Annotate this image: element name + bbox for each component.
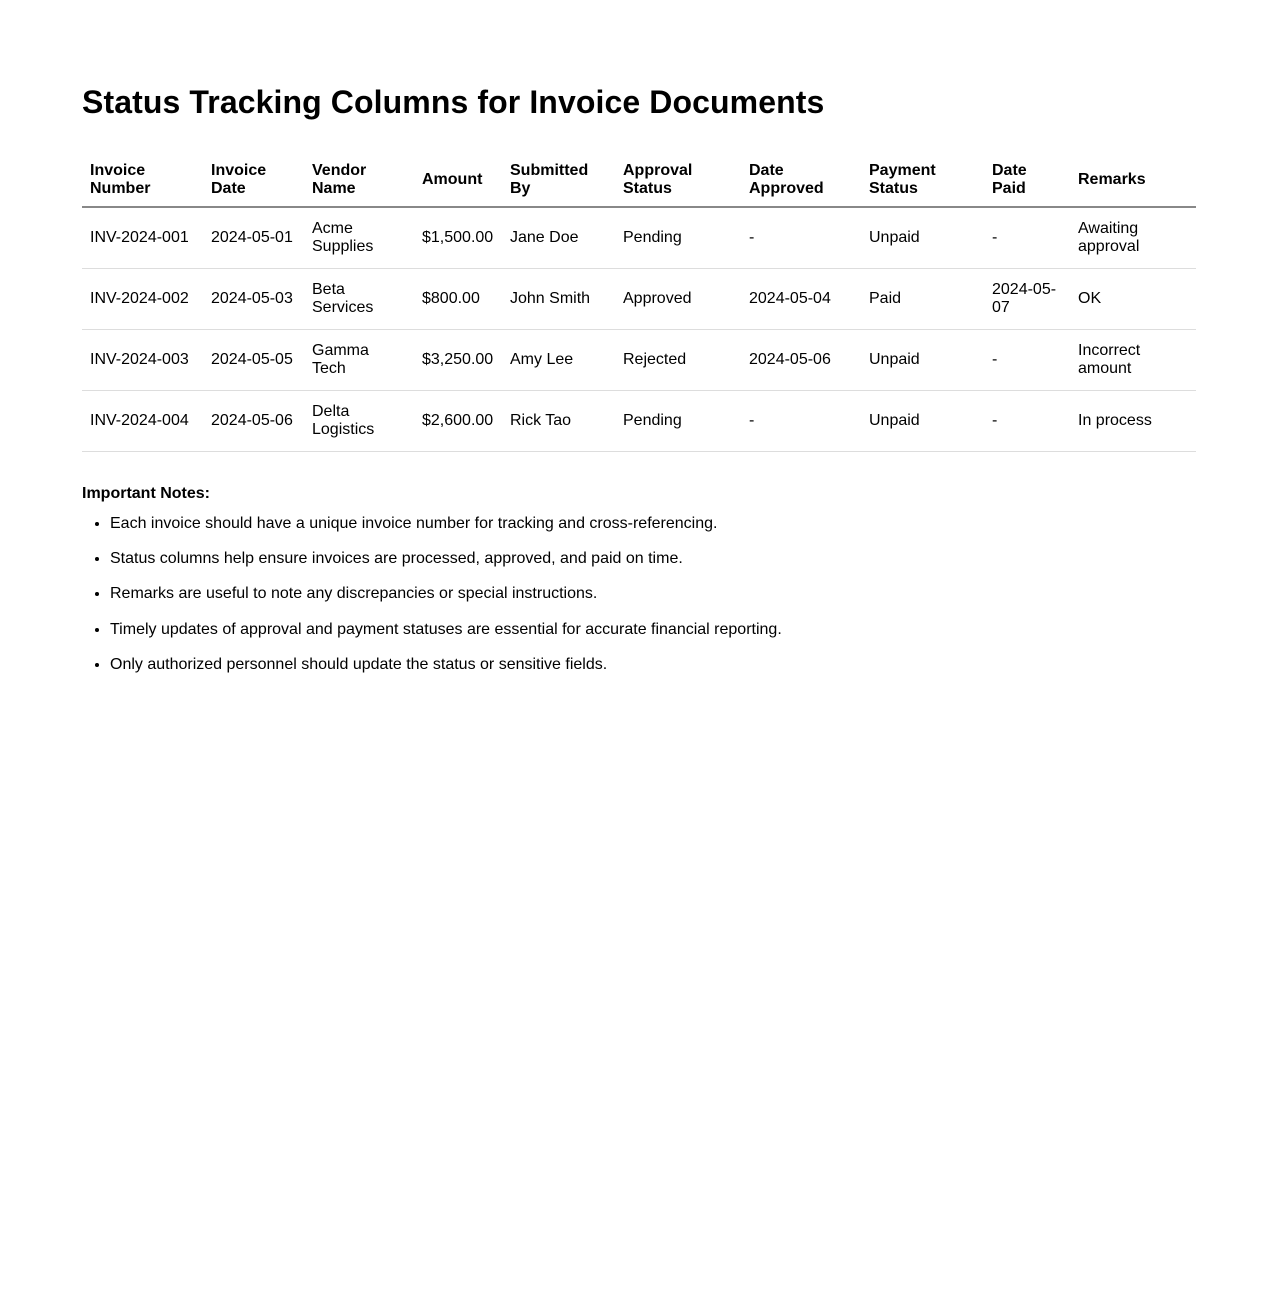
invoice-status-table [82,154,1196,452]
cell-invoice-date: 2024-05-03 [203,268,304,329]
cell-amount: $800.00 [414,268,502,329]
document-page [82,80,1196,691]
notes-title: Important Notes: [82,484,210,502]
table-row [82,268,1196,329]
header-payment-status: Payment Status [861,154,984,207]
cell-submitted-by: Jane Doe [502,207,615,268]
table-row [82,207,1196,268]
header-invoice-date: Invoice Date [203,154,304,207]
cell-amount: $1,500.00 [414,207,502,268]
cell-date-approved: - [741,390,861,451]
cell-payment-status: Paid [861,268,984,329]
cell-vendor-name: Gamma Tech [304,329,414,390]
cell-invoice-number: INV-2024-001 [82,207,203,268]
note-item: • Timely updates of approval and payment statuses are essential for accurate financial reporting. [110,621,1196,639]
cell-date-paid: 2024-05-07 [984,268,1070,329]
cell-vendor-name: Beta Services [304,268,414,329]
cell-remarks: OK [1070,268,1196,329]
cell-date-approved: 2024-05-04 [741,268,861,329]
table-row [82,390,1196,451]
header-approval-status: Approval Status [615,154,741,207]
cell-payment-status: Unpaid [861,329,984,390]
note-item: • Each invoice should have a unique invoice number for tracking and cross-referencing. [110,515,1196,533]
note-item: • Status columns help ensure invoices are processed, approved, and paid on time. [110,550,1196,568]
header-submitted-by: Submitted By [502,154,615,207]
cell-vendor-name: Delta Logistics [304,390,414,451]
cell-invoice-date: 2024-05-01 [203,207,304,268]
cell-remarks: In process [1070,390,1196,451]
cell-approval-status: Pending [615,207,741,268]
cell-date-paid: - [984,329,1070,390]
cell-payment-status: Unpaid [861,390,984,451]
note-item: • Only authorized personnel should update the status or sensitive fields. [110,656,1196,674]
cell-amount: $3,250.00 [414,329,502,390]
cell-date-paid: - [984,390,1070,451]
cell-submitted-by: Rick Tao [502,390,615,451]
cell-invoice-number: INV-2024-002 [82,268,203,329]
header-remarks: Remarks [1070,154,1196,207]
table-row [82,329,1196,390]
header-vendor-name: Vendor Name [304,154,414,207]
cell-approval-status: Approved [615,268,741,329]
cell-submitted-by: Amy Lee [502,329,615,390]
header-amount: Amount [414,154,502,207]
table-header-row [82,154,1196,207]
cell-approval-status: Rejected [615,329,741,390]
cell-submitted-by: John Smith [502,268,615,329]
cell-invoice-date: 2024-05-05 [203,329,304,390]
header-date-paid: Date Paid [984,154,1070,207]
notes-list [82,515,1196,675]
cell-date-approved: 2024-05-06 [741,329,861,390]
note-item: • Remarks are useful to note any discrepancies or special instructions. [110,585,1196,603]
cell-invoice-date: 2024-05-06 [203,390,304,451]
cell-approval-status: Pending [615,390,741,451]
header-invoice-number: Invoice Number [82,154,203,207]
header-date-approved: Date Approved [741,154,861,207]
page-title: Status Tracking Columns for Invoice Documents [82,84,825,120]
cell-remarks: Awaiting approval [1070,207,1196,268]
cell-vendor-name: Acme Supplies [304,207,414,268]
cell-invoice-number: INV-2024-004 [82,390,203,451]
cell-date-paid: - [984,207,1070,268]
cell-invoice-number: INV-2024-003 [82,329,203,390]
cell-payment-status: Unpaid [861,207,984,268]
cell-remarks: Incorrect amount [1070,329,1196,390]
cell-date-approved: - [741,207,861,268]
cell-amount: $2,600.00 [414,390,502,451]
